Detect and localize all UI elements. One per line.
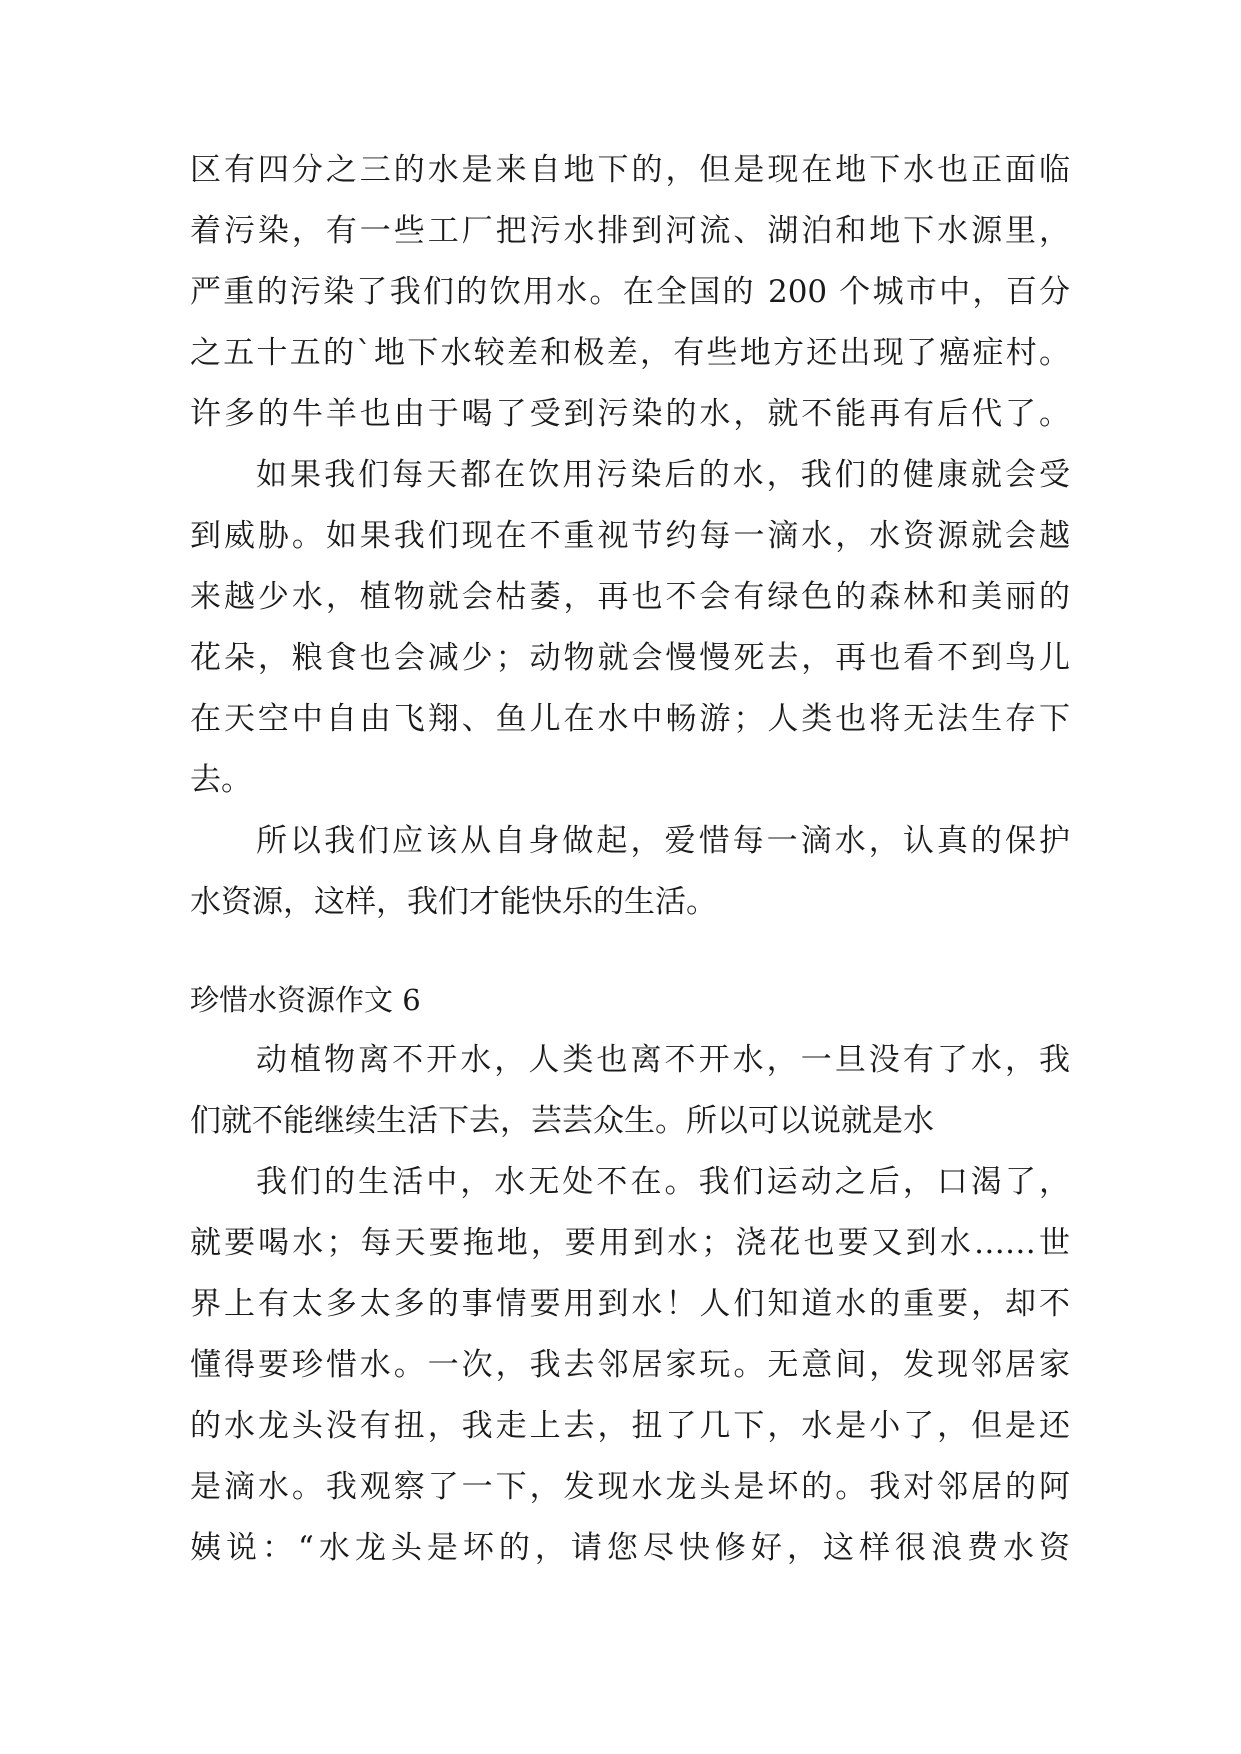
paragraph-line: 我们的生活中，水无处不在。我们运动之后，口渴了， — [256, 1164, 1070, 1200]
paragraph-line: 姨说：“水龙头是坏的，请您尽快修好，这样很浪费水资 — [190, 1530, 1070, 1566]
paragraph-line: 花朵，粮食也会减少；动物就会慢慢死去，再也看不到鸟儿 — [190, 640, 1070, 676]
paragraph-line: 如果我们每天都在饮用污染后的水，我们的健康就会受 — [256, 457, 1070, 493]
paragraph-line: 界上有太多太多的事情要用到水！人们知道水的重要，却不 — [190, 1286, 1070, 1322]
paragraph-line: 就要喝水；每天要拖地，要用到水；浇花也要又到水……世 — [190, 1225, 1070, 1261]
paragraph-line: 水资源，这样，我们才能快乐的生活。 — [190, 884, 717, 920]
paragraph-line: 着污染，有一些工厂把污水排到河流、湖泊和地下水源里， — [190, 213, 1070, 249]
paragraph-line: 动植物离不开水，人类也离不开水，一旦没有了水，我 — [256, 1042, 1070, 1078]
paragraph-line: 许多的牛羊也由于喝了受到污染的水，就不能再有后代了。 — [190, 396, 1070, 432]
paragraph-line: 们就不能继续生活下去，芸芸众生。所以可以说就是水 — [190, 1103, 934, 1139]
paragraph-line: 懂得要珍惜水。一次，我去邻居家玩。无意间，发现邻居家 — [190, 1347, 1070, 1383]
paragraph-line: 是滴水。我观察了一下，发现水龙头是坏的。我对邻居的阿 — [190, 1469, 1070, 1505]
paragraph-line: 区有四分之三的水是来自地下的，但是现在地下水也正面临 — [190, 152, 1070, 188]
paragraph-line: 的水龙头没有扭，我走上去，扭了几下，水是小了，但是还 — [190, 1408, 1070, 1444]
paragraph-line: 到威胁。如果我们现在不重视节约每一滴水，水资源就会越 — [190, 518, 1070, 554]
paragraph-line: 严重的污染了我们的饮用水。在全国的 200 个城市中，百分 — [190, 274, 1070, 310]
paragraph-line: 之五十五的`地下水较差和极差，有些地方还出现了癌症村。 — [190, 335, 1070, 371]
paragraph-line: 所以我们应该从自身做起，爱惜每一滴水，认真的保护 — [256, 823, 1070, 859]
paragraph-line: 来越少水，植物就会枯萎，再也不会有绿色的森林和美丽的 — [190, 579, 1070, 615]
paragraph-line: 去。 — [190, 762, 252, 798]
section-heading: 珍惜水资源作文 6 — [190, 983, 421, 1017]
paragraph-line: 在天空中自由飞翔、鱼儿在水中畅游；人类也将无法生存下 — [190, 701, 1070, 737]
